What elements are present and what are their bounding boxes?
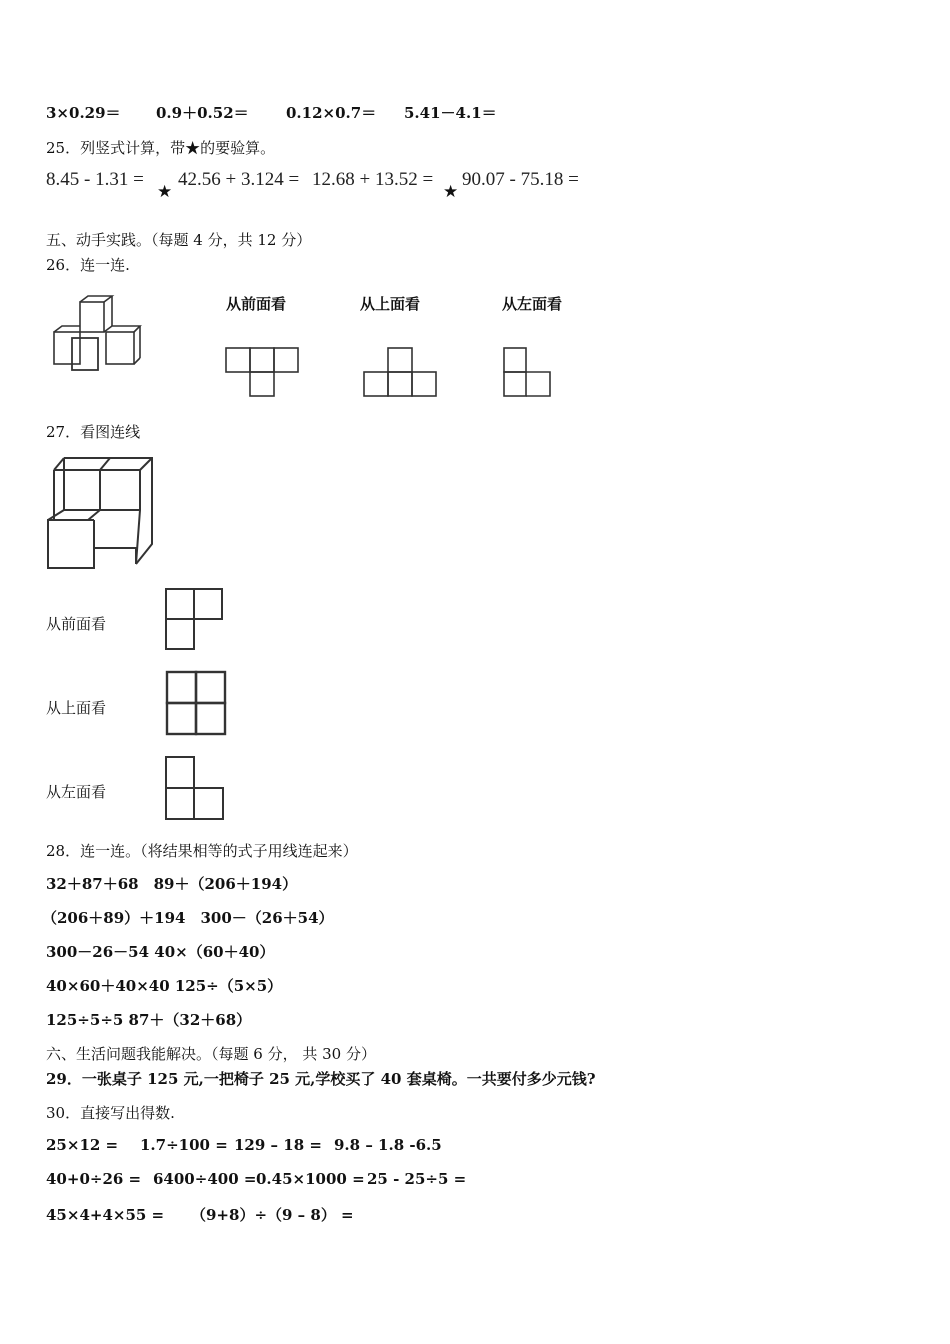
q27-solid-figure [44,452,160,572]
q27-view-front [163,586,225,652]
question-29: 29．一张桌子 125 元,一把椅子 25 元,学校买了 40 套桌椅。一共要付多少元钱? [46,1070,596,1088]
section-6-heading: 六、生活问题我能解决。（每题 6 分， 共 30 分） [46,1045,376,1063]
q26-view-front [224,346,302,400]
q26-view-top [362,346,442,400]
q27-view-left [163,754,227,822]
calc-item: 0.12×0.7＝ [286,104,377,122]
question-25-expr-4: 90.07 - 75.18 = [462,169,579,190]
question-25-expr-3: 12.68 + 13.52 = [312,169,434,190]
star-icon: ★ [443,182,459,202]
calc-row-top [46,102,497,123]
calc-item: 5.41－4.1＝ [404,104,497,122]
q30-item: 9.8 – 1.8 -6.5 [334,1136,442,1154]
question-28-title: 28．连一连。（将结果相等的式子用线连起来） [46,842,358,860]
q30-item: （9+8）÷（9 – 8） = [191,1206,354,1224]
question-25-title: 25．列竖式计算，带★的要验算。 [46,139,276,157]
q30-item: 1.7÷100 = [140,1136,228,1154]
q30-item: 6400÷400 = [153,1170,257,1188]
q28-row: 40×60＋40×40 125÷（5×5） [46,977,283,995]
question-25-expr-1: 8.45 - 1.31 = [46,169,144,190]
q30-item: 0.45×1000 = [256,1170,365,1188]
q26-label-front: 从前面看 [226,295,287,313]
q27-view-top [164,669,228,737]
question-27-title: 27．看图连线 [46,423,141,441]
question-26-title: 26．连一连. [46,256,130,274]
q27-label-left: 从左面看 [46,783,107,801]
q30-item: 40+0÷26 = [46,1170,142,1188]
q30-row-1 [46,1136,442,1154]
star-icon: ★ [157,182,173,202]
q30-row-2 [46,1170,466,1188]
question-30-title: 30．直接写出得数. [46,1104,175,1122]
q26-view-left [502,346,558,400]
q30-item: 45×4+4×55 = [46,1206,165,1224]
q26-label-top: 从上面看 [360,295,421,313]
q28-row: 125÷5÷5 87＋（32＋68） [46,1011,252,1029]
q28-row: 300－26－54 40×（60＋40） [46,943,275,961]
q30-item: 25 - 25÷5 = [367,1170,467,1188]
calc-item: 3×0.29＝ [46,104,121,122]
q28-row: （206＋89）＋194 300－（26＋54） [42,909,334,927]
question-25-expr-2: 42.56 + 3.124 = [178,169,300,190]
q30-item: 25×12 = [46,1136,119,1154]
section-5-heading: 五、动手实践。（每题 4 分，共 12 分） [46,231,312,249]
q26-cube-figure [48,292,148,372]
calc-item: 0.9＋0.52＝ [156,104,249,122]
q30-item: 129 – 18 = [234,1136,322,1154]
q27-label-top: 从上面看 [46,699,107,717]
q28-row: 32＋87＋68 89＋（206＋194） [46,875,298,893]
q27-label-front: 从前面看 [46,615,107,633]
q26-label-left: 从左面看 [502,295,563,313]
q30-row-3 [46,1204,354,1225]
